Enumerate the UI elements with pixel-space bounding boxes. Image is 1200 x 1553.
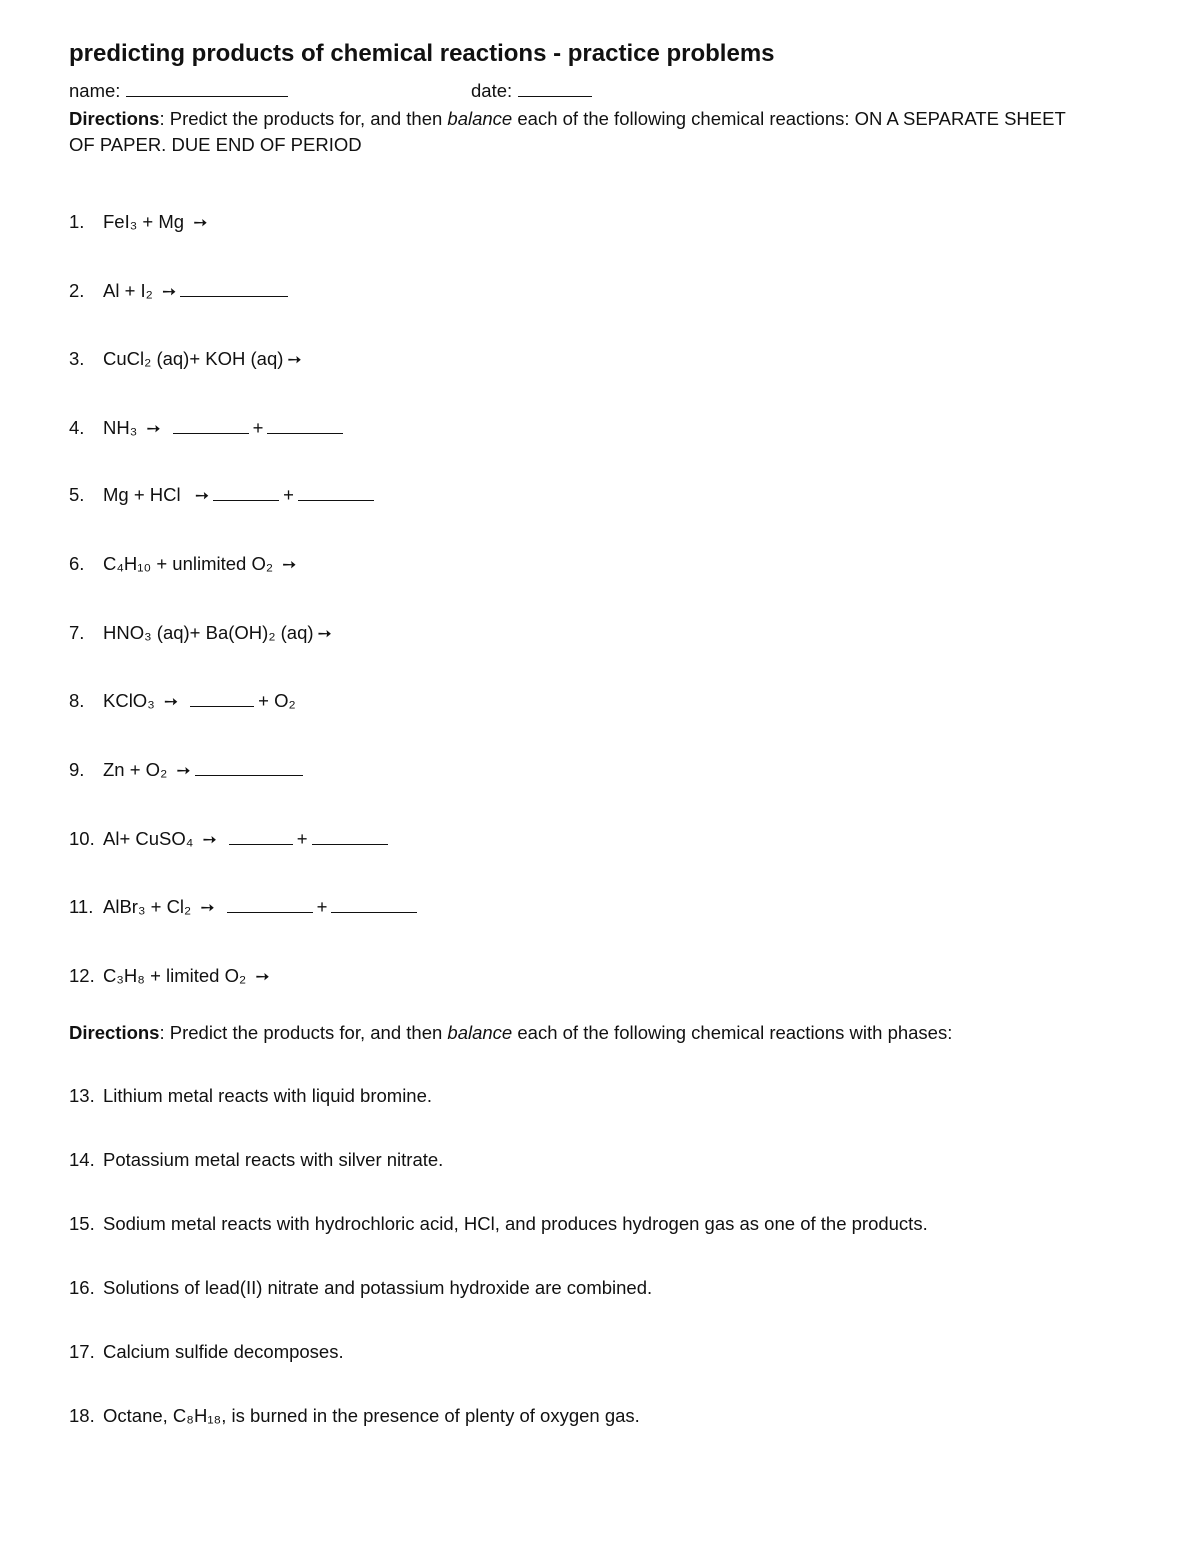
- date-label: date:: [471, 80, 513, 101]
- reaction-8: [69, 690, 296, 712]
- reaction-equation: HNO₃ (aq)+ Ba(OH)₂ (aq): [103, 622, 314, 643]
- reaction-7: [69, 622, 332, 644]
- directions-1-emph: balance: [447, 108, 513, 129]
- reaction-number: 5.: [69, 484, 85, 505]
- arrow-icon: ➙: [193, 213, 208, 233]
- directions-1-text-a: : Predict the products for, and then: [159, 108, 448, 129]
- reaction-equation: Zn + O₂: [103, 759, 168, 780]
- answer-blank[interactable]: [298, 484, 374, 501]
- arrow-icon: ➙: [146, 419, 161, 439]
- reaction-after: + O₂: [258, 690, 296, 711]
- reaction-11: [69, 896, 421, 918]
- answer-blank[interactable]: [229, 828, 293, 845]
- reaction-number: 1.: [69, 211, 85, 232]
- date-blank[interactable]: [518, 95, 592, 97]
- problem-text: Sodium metal reacts with hydrochloric acid, HCl, and produces hydrogen gas as one of the products.: [103, 1213, 928, 1234]
- answer-blank[interactable]: [331, 896, 417, 913]
- problem-number: 13.: [69, 1085, 95, 1106]
- word-problem-16: [69, 1277, 652, 1299]
- answer-blank[interactable]: [227, 896, 313, 913]
- reaction-number: 6.: [69, 553, 85, 574]
- reaction-5: [69, 484, 378, 506]
- arrow-icon: ➙: [200, 898, 215, 918]
- problem-number: 15.: [69, 1213, 95, 1234]
- page-title: predicting products of chemical reactions - practice problems: [69, 40, 775, 67]
- problem-text: Lithium metal reacts with liquid bromine.: [103, 1085, 433, 1106]
- arrow-icon: ➙: [176, 761, 191, 781]
- answer-blank[interactable]: [312, 828, 388, 845]
- reaction-number: 11.: [69, 896, 94, 917]
- reaction-12: [69, 965, 270, 987]
- directions-1-text-b: each of the following chemical reactions: ON A SEPARATE SHEET OF PAPER. DUE END OF PERIOD: [69, 108, 1066, 155]
- reaction-equation: Al + I₂: [103, 280, 153, 301]
- answer-blank[interactable]: [173, 417, 249, 434]
- name-label: name:: [69, 80, 121, 101]
- arrow-icon: ➙: [282, 555, 297, 575]
- reaction-number: 4.: [69, 417, 85, 438]
- answer-blank[interactable]: [267, 417, 343, 434]
- reaction-number: 10.: [69, 828, 95, 849]
- reaction-equation: C₄H₁₀ + unlimited O₂: [103, 553, 274, 574]
- reaction-number: 9.: [69, 759, 85, 780]
- plus-sign: +: [283, 484, 294, 505]
- arrow-icon: ➙: [202, 830, 217, 850]
- reaction-number: 2.: [69, 280, 85, 301]
- problem-number: 14.: [69, 1149, 95, 1170]
- word-problem-14: [69, 1149, 443, 1171]
- problem-number: 18.: [69, 1405, 95, 1426]
- reaction-equation: FeI₃ + Mg: [103, 211, 185, 232]
- reaction-4: [69, 417, 347, 439]
- reaction-equation: Mg + HCl: [103, 484, 181, 505]
- reaction-equation: NH₃: [103, 417, 138, 438]
- problem-text: Potassium metal reacts with silver nitrate.: [103, 1149, 444, 1170]
- plus-sign: +: [296, 828, 308, 849]
- reaction-equation: CuCl₂ (aq)+ KOH (aq): [103, 348, 284, 369]
- directions-2-text-b: each of the following chemical reactions with phases:: [512, 1022, 953, 1043]
- arrow-icon: ➙: [163, 692, 179, 712]
- reaction-2: [69, 280, 292, 302]
- directions-1: [69, 106, 1079, 158]
- name-field: [69, 80, 288, 102]
- word-problem-18: [69, 1405, 640, 1427]
- answer-blank[interactable]: [213, 484, 279, 501]
- directions-2-emph: balance: [447, 1022, 513, 1043]
- arrow-icon: ➙: [194, 486, 210, 506]
- reaction-6: [69, 553, 296, 575]
- plus-sign: +: [316, 896, 328, 917]
- directions-2: [69, 1020, 1079, 1046]
- date-field: [471, 80, 592, 102]
- word-problem-13: [69, 1085, 432, 1107]
- reaction-number: 12.: [69, 965, 95, 986]
- answer-blank[interactable]: [195, 759, 303, 776]
- reaction-number: 3.: [69, 348, 85, 369]
- reaction-equation: KClO₃: [103, 690, 155, 711]
- directions-2-text-a: : Predict the products for, and then: [159, 1022, 448, 1043]
- word-problem-17: [69, 1341, 344, 1363]
- reaction-equation: C₃H₈ + limited O₂: [103, 965, 247, 986]
- answer-blank[interactable]: [180, 280, 288, 297]
- arrow-icon: ➙: [162, 282, 177, 302]
- arrow-icon: ➙: [255, 967, 270, 987]
- problem-number: 16.: [69, 1277, 95, 1298]
- reaction-10: [69, 828, 392, 850]
- answer-blank[interactable]: [190, 690, 254, 707]
- arrow-icon: ➙: [317, 624, 332, 644]
- reaction-number: 7.: [69, 622, 85, 643]
- reaction-9: [69, 759, 307, 781]
- reaction-3: [69, 348, 302, 370]
- problem-number: 17.: [69, 1341, 95, 1362]
- reaction-equation: AlBr₃ + Cl₂: [103, 896, 192, 917]
- word-problem-15: [69, 1213, 928, 1235]
- reaction-equation: Al+ CuSO₄: [103, 828, 194, 849]
- reaction-1: [69, 211, 207, 233]
- directions-1-label: Directions: [69, 108, 160, 129]
- problem-text: Calcium sulfide decomposes.: [103, 1341, 344, 1362]
- name-blank[interactable]: [126, 95, 288, 97]
- problem-text: Solutions of lead(II) nitrate and potassium hydroxide are combined.: [103, 1277, 653, 1298]
- plus-sign: +: [252, 417, 264, 438]
- directions-2-label: Directions: [69, 1022, 160, 1043]
- arrow-icon: ➙: [287, 350, 302, 370]
- problem-text: Octane, C₈H₁₈, is burned in the presence of plenty of oxygen gas.: [103, 1405, 640, 1426]
- reaction-number: 8.: [69, 690, 85, 711]
